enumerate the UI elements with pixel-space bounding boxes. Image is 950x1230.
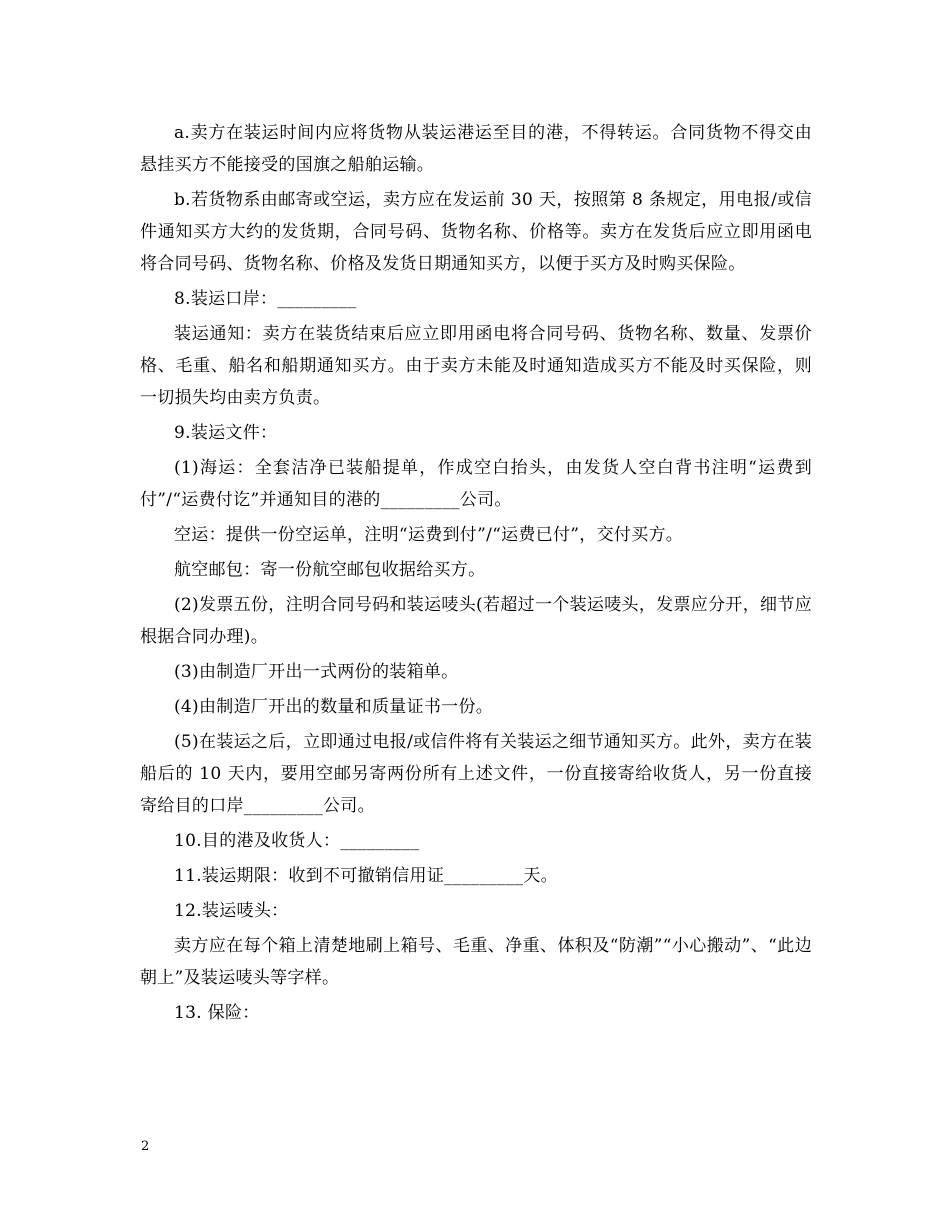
- paragraph-clause-13-insurance: 13. 保险：: [174, 1003, 260, 1023]
- paragraph-clause-7a: a.卖方在装运时间内应将货物从装运港运至目的港，不得转运。合同货物不得交由悬挂买方不能接受的国旗之船舶运输。: [140, 123, 812, 175]
- paragraph-clause-11: 11.装运期限：收到不可撤销信用证_________天。: [174, 866, 558, 886]
- paragraph-invoice: (2)发票五份，注明合同号码和装运唛头(若超过一个装运唛头，发票应分开，细节应根据合同办理)。: [140, 595, 812, 647]
- paragraph-clause-7b: b.若货物系由邮寄或空运，卖方应在发运前 30 天，按照第 8 条规定，用电报/或信件通知买方大约的发货期，合同号码、货物名称、价格等。卖方在发货后应立即用函电将合同号码、货物名称、价格及发货日期通知买方，以便于买方及时购买保险。: [140, 190, 812, 274]
- paragraph-clause-12-heading: 12.装运唛头：: [174, 901, 289, 921]
- document-body: [140, 117, 812, 1032]
- paragraph-clause-10: 10.目的港及收货人：_________: [174, 831, 420, 851]
- paragraph-shipping-marks: 卖方应在每个箱上清楚地刷上箱号、毛重、净重、体积及“防潮”“小心搬动”、“此边朝上”及装运唛头等字样。: [140, 936, 812, 988]
- paragraph-air-transport: 空运：提供一份空运单，注明“运费到付”/“运费已付”，交付买方。: [174, 525, 684, 545]
- paragraph-shipment-notice: 装运通知：卖方在装货结束后应立即用函电将合同号码、货物名称、数量、发票价格、毛重、船名和船期通知买方。由于卖方未能及时通知造成买方不能及时买保险，则一切损失均由卖方负责。: [140, 324, 812, 408]
- paragraph-certificate: (4)由制造厂开出的数量和质量证书一份。: [174, 697, 494, 717]
- paragraph-clause-9-heading: 9.装运文件：: [174, 423, 278, 443]
- paragraph-air-parcel: 航空邮包：寄一份航空邮包收据给买方。: [174, 560, 486, 580]
- paragraph-clause-8-port: 8.装运口岸：_________: [174, 289, 357, 309]
- paragraph-ocean-transport: (1)海运：全套洁净已装船提单，作成空白抬头，由发货人空白背书注明“运费到付”/“运费付讫”并通知目的港的_________公司。: [140, 458, 812, 510]
- paragraph-packing-list: (3)由制造厂开出一式两份的装箱单。: [174, 662, 459, 682]
- page-number: 2: [141, 1139, 150, 1154]
- paragraph-after-shipment: (5)在装运之后，立即通过电报/或信件将有关装运之细节通知买方。此外，卖方在装船后的 10 天内，要用空邮另寄两份所有上述文件，一份直接寄给收货人，另一份直接寄给目的口岸_________公司。: [140, 732, 812, 816]
